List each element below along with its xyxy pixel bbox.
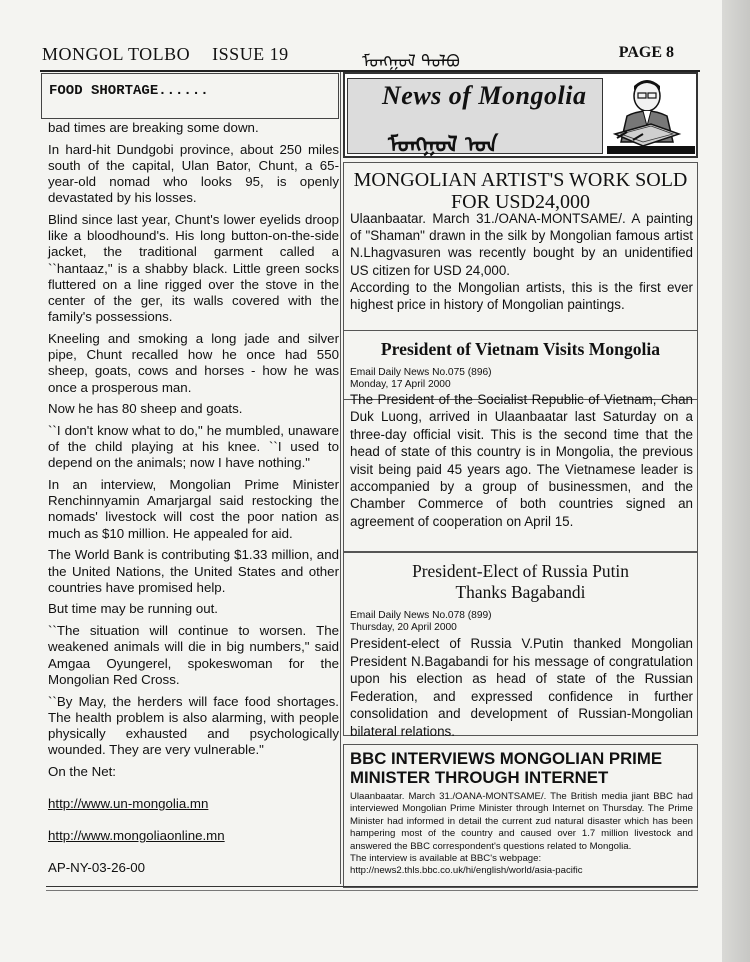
putin-title-line2: Thanks Bagabandi [455, 582, 586, 602]
article-signature: AP-NY-03-26-00 [48, 860, 146, 876]
un-mongolia-link[interactable]: http://www.un-mongolia.mn [48, 796, 209, 812]
putin-thanks-box [343, 552, 698, 739]
putin-thanks-title [344, 561, 697, 603]
article-paragraph: ``I don't know what to do," he mumbled, unaware of the child playing at his knee. ``I used to depend on the animals; now I have nothing." [48, 422, 339, 471]
vietnam-visit-body: The President of the Socialist Republic of Vietnam, Chan Duk Luong, arrived in Ulaanbaatar last Saturday on a three-day official visit. This is the second time that the head of state of this country is in Mongolia, the previous visit being paid 45 years ago. The Vietnamese leader is accompanied by a group of businessmen, and the Chamber Commerce of both countries signed an agreement of cooperation on April 15. [350, 392, 693, 529]
vietnam-meta [350, 367, 693, 391]
banner-mongol-script: ᠮᠣᠩᠭᠣᠯ ᠤᠨ [388, 132, 499, 158]
man-at-computer-icon [607, 76, 695, 154]
vietnam-source: Email Daily News No.075 (896) [350, 367, 492, 378]
masthead [42, 44, 289, 65]
article-paragraph: Now he has 80 sheep and goats. [48, 401, 243, 417]
issue-number: ISSUE 19 [212, 44, 289, 64]
banner-panel [347, 78, 603, 158]
publication-name: MONGOL TOLBO [42, 44, 191, 64]
vietnam-visit-box [343, 330, 698, 552]
vietnam-visit-title: President of Vietnam Visits Mongolia [380, 339, 661, 359]
bbc-interview-title: BBC INTERVIEWS MONGOLIAN PRIME MINISTER THROUGH INTERNET [350, 749, 663, 787]
bbc-paragraph: The interview is available at BBC's webpage: [350, 853, 542, 865]
article-paragraph: bad times are breaking some down. [48, 120, 259, 135]
article-paragraph: Blind since last year, Chunt's lower eyelids droop like a bloodhound's. His long button-on-the-side jacket, the traditional garment called a ``hantaaz," is a shabby black. Little green socks fluttered on a line rigged over the stove in the center of the ger, its walls covered with the family's possessions. [48, 212, 339, 325]
putin-meta [350, 610, 693, 634]
article-paragraph: ``By May, the herders will face food shortages. The health problem is also alarming, with people physically exhausted and psychologically wounded. They are very vulnerable." [48, 693, 339, 758]
news-of-mongolia-banner [343, 72, 698, 158]
artist-work-sold-body [350, 210, 693, 313]
bbc-interview-body [350, 791, 693, 878]
left-column [40, 72, 341, 884]
putin-thanks-body: President-elect of Russia V.Putin thanked Mongolian President N.Bagabandi for his message of congratulation upon his election as head of state of the Russian Federation, and expressed confidence in further consolidation and development of Russian-Mongolian bilateral relations. [350, 636, 693, 739]
footer-rule [46, 886, 698, 887]
article-paragraph: ``The situation will continue to worsen. The weakened animals will die in big numbers," said Amgaa Oyungerel, spokeswoman for the Mongolian Red Cross. [48, 623, 339, 687]
putin-date: Thursday, 20 April 2000 [350, 622, 457, 633]
artist-paragraph: Ulaanbaatar. March 31./OANA-MONTSAME/. A painting of "Shaman" drawn in the silk by Mongolian famous artist N.Lhagvasuren was recently bought by an unidentified US citizen for USD 24,000. [350, 211, 693, 278]
putin-title-line1: President-Elect of Russia Putin [412, 561, 629, 581]
mongol-script-title: ᠮᠣᠩᠭᠣᠯ ᠲᠣᠯᠪᠣ [362, 52, 460, 72]
putin-source: Email Daily News No.078 (899) [350, 610, 492, 621]
bbc-interview-box [343, 744, 698, 888]
food-shortage-title: FOOD SHORTAGE...... [49, 83, 209, 99]
bbc-url[interactable]: http://news2.thls.bbc.co.uk/hi/english/world/asia-pacific [350, 865, 583, 877]
article-paragraph: On the Net: [48, 763, 116, 779]
mongoliaonline-link[interactable]: http://www.mongoliaonline.mn [48, 828, 225, 844]
article-paragraph: But time may be running out. [48, 601, 218, 617]
footer-rule-secondary [46, 890, 698, 891]
food-shortage-article [48, 120, 339, 882]
page-edge-shadow [722, 0, 750, 962]
article-paragraph: Kneeling and smoking a long jade and silver pipe, Chunt recalled how he once had 550 sheep, goats, cows and horses - how he was once a prosperous man. [48, 330, 339, 395]
page-number: PAGE 8 [618, 44, 674, 61]
banner-title: News of Mongolia [382, 81, 587, 110]
vietnam-date: Monday, 17 April 2000 [350, 379, 451, 390]
article-paragraph: The World Bank is contributing $1.33 million, and the United Nations, the United States and other countries have promised help. [48, 547, 339, 595]
food-shortage-title-box [41, 73, 339, 119]
article-paragraph: In an interview, Mongolian Prime Minister Renchinnyamin Amarjargal said restocking the nomads' livestock will cost the poor nation as much as $10 million. He appealed for aid. [48, 477, 339, 541]
artist-paragraph: According to the Mongolian artists, this is the first ever highest price in history of Mongolian paintings. [350, 279, 693, 313]
page-header [40, 42, 700, 72]
article-paragraph: In hard-hit Dundgobi province, about 250 miles south of the capital, Ulan Bator, Chunt, a 65-year-old nomad who looks 95, is openly devastated by his losses. [48, 141, 339, 206]
artist-work-sold-title: MONGOLIAN ARTIST'S WORK SOLD FOR USD24,000 [353, 169, 688, 213]
bbc-paragraph: Ulaanbaatar. March 31./OANA-MONTSAME/. The British media jiant BBC had interviewed Mongolian Prime Minister through Internet on Thursday. The Prime Minister had informed in detail the current zud natural disaster which has been hampering most of the country and caused over 1.7 million livestock and answered the BBC correspondent's questions related to Mongolia. [350, 791, 693, 852]
